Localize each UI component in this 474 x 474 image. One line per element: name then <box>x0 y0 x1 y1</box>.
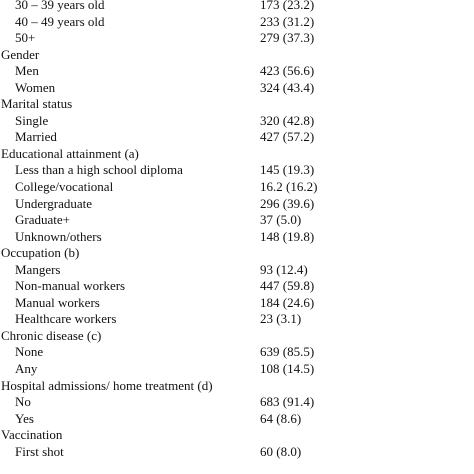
row-label: Mangers <box>15 261 61 277</box>
table-row <box>0 14 474 31</box>
table-row <box>0 30 474 47</box>
row-value: 93 (12.4) <box>260 261 308 277</box>
table-row <box>0 129 474 146</box>
row-label: None <box>15 344 44 360</box>
section-header-vaccination <box>0 427 474 444</box>
table-row <box>0 361 474 378</box>
row-label: Women <box>15 79 56 95</box>
section-header-education <box>0 146 474 163</box>
table-row <box>0 444 474 461</box>
table-row <box>0 311 474 328</box>
table-row <box>0 212 474 229</box>
section-header-occupation <box>0 245 474 262</box>
row-value: 279 (37.3) <box>260 30 315 46</box>
row-value: 233 (31.2) <box>260 13 315 29</box>
row-value: 108 (14.5) <box>260 361 315 377</box>
row-label: 40 – 49 years old <box>15 13 105 29</box>
row-value: 427 (57.2) <box>260 129 315 145</box>
row-value: 324 (43.4) <box>260 79 315 95</box>
row-label: 50+ <box>15 30 36 46</box>
table-row <box>0 295 474 312</box>
row-value: 184 (24.6) <box>260 294 315 310</box>
table-row <box>0 113 474 130</box>
row-label: Married <box>15 129 57 145</box>
row-value: 173 (23.2) <box>260 0 315 12</box>
row-label: Any <box>15 361 38 377</box>
section-header-hospital-admissions <box>0 378 474 395</box>
row-value: 64 (8.6) <box>260 410 302 426</box>
row-value: 423 (56.6) <box>260 63 315 79</box>
table-row <box>0 0 474 14</box>
section-header-label: Hospital admissions/ home treatment (d) <box>1 377 213 393</box>
row-label: Non-manual workers <box>15 278 126 294</box>
section-header-label: Educational attainment (a) <box>1 145 139 161</box>
table-row <box>0 196 474 213</box>
section-header-chronic-disease <box>0 328 474 345</box>
table-row <box>0 278 474 295</box>
row-value: 60 (8.0) <box>260 443 302 459</box>
table-row <box>0 80 474 97</box>
row-label: Single <box>15 112 49 128</box>
row-label: Graduate+ <box>15 212 70 228</box>
row-value: 639 (85.5) <box>260 344 315 360</box>
row-value: 16.2 (16.2) <box>260 179 318 195</box>
section-header-label: Marital status <box>1 96 73 112</box>
row-label: Less than a high school diploma <box>15 162 183 178</box>
section-header-marital-status <box>0 96 474 113</box>
row-value: 145 (19.3) <box>260 162 315 178</box>
section-header-label: Gender <box>1 46 40 62</box>
table-row <box>0 262 474 279</box>
table-row <box>0 344 474 361</box>
row-label: First shot <box>15 443 64 459</box>
row-label: Men <box>15 63 39 79</box>
row-value: 320 (42.8) <box>260 112 315 128</box>
row-label: Manual workers <box>15 294 100 310</box>
row-value: 447 (59.8) <box>260 278 315 294</box>
table-row <box>0 162 474 179</box>
row-label: No <box>15 394 31 410</box>
row-label: Yes <box>15 410 34 426</box>
row-label: College/vocational <box>15 179 114 195</box>
row-label: Undergraduate <box>15 195 93 211</box>
table-row <box>0 229 474 246</box>
section-header-label: Occupation (b) <box>1 245 80 261</box>
table-row <box>0 179 474 196</box>
table-row <box>0 63 474 80</box>
row-label: 30 – 39 years old <box>15 0 105 12</box>
section-header-gender <box>0 47 474 64</box>
section-header-label: Chronic disease (c) <box>1 327 102 343</box>
section-header-label: Vaccination <box>1 427 63 443</box>
table-row <box>0 411 474 428</box>
row-value: 148 (19.8) <box>260 228 315 244</box>
row-value: 296 (39.6) <box>260 195 315 211</box>
row-label: Unknown/others <box>15 228 102 244</box>
table-row <box>0 394 474 411</box>
row-label: Healthcare workers <box>15 311 117 327</box>
row-value: 23 (3.1) <box>260 311 302 327</box>
row-value: 37 (5.0) <box>260 212 302 228</box>
row-value: 683 (91.4) <box>260 394 315 410</box>
